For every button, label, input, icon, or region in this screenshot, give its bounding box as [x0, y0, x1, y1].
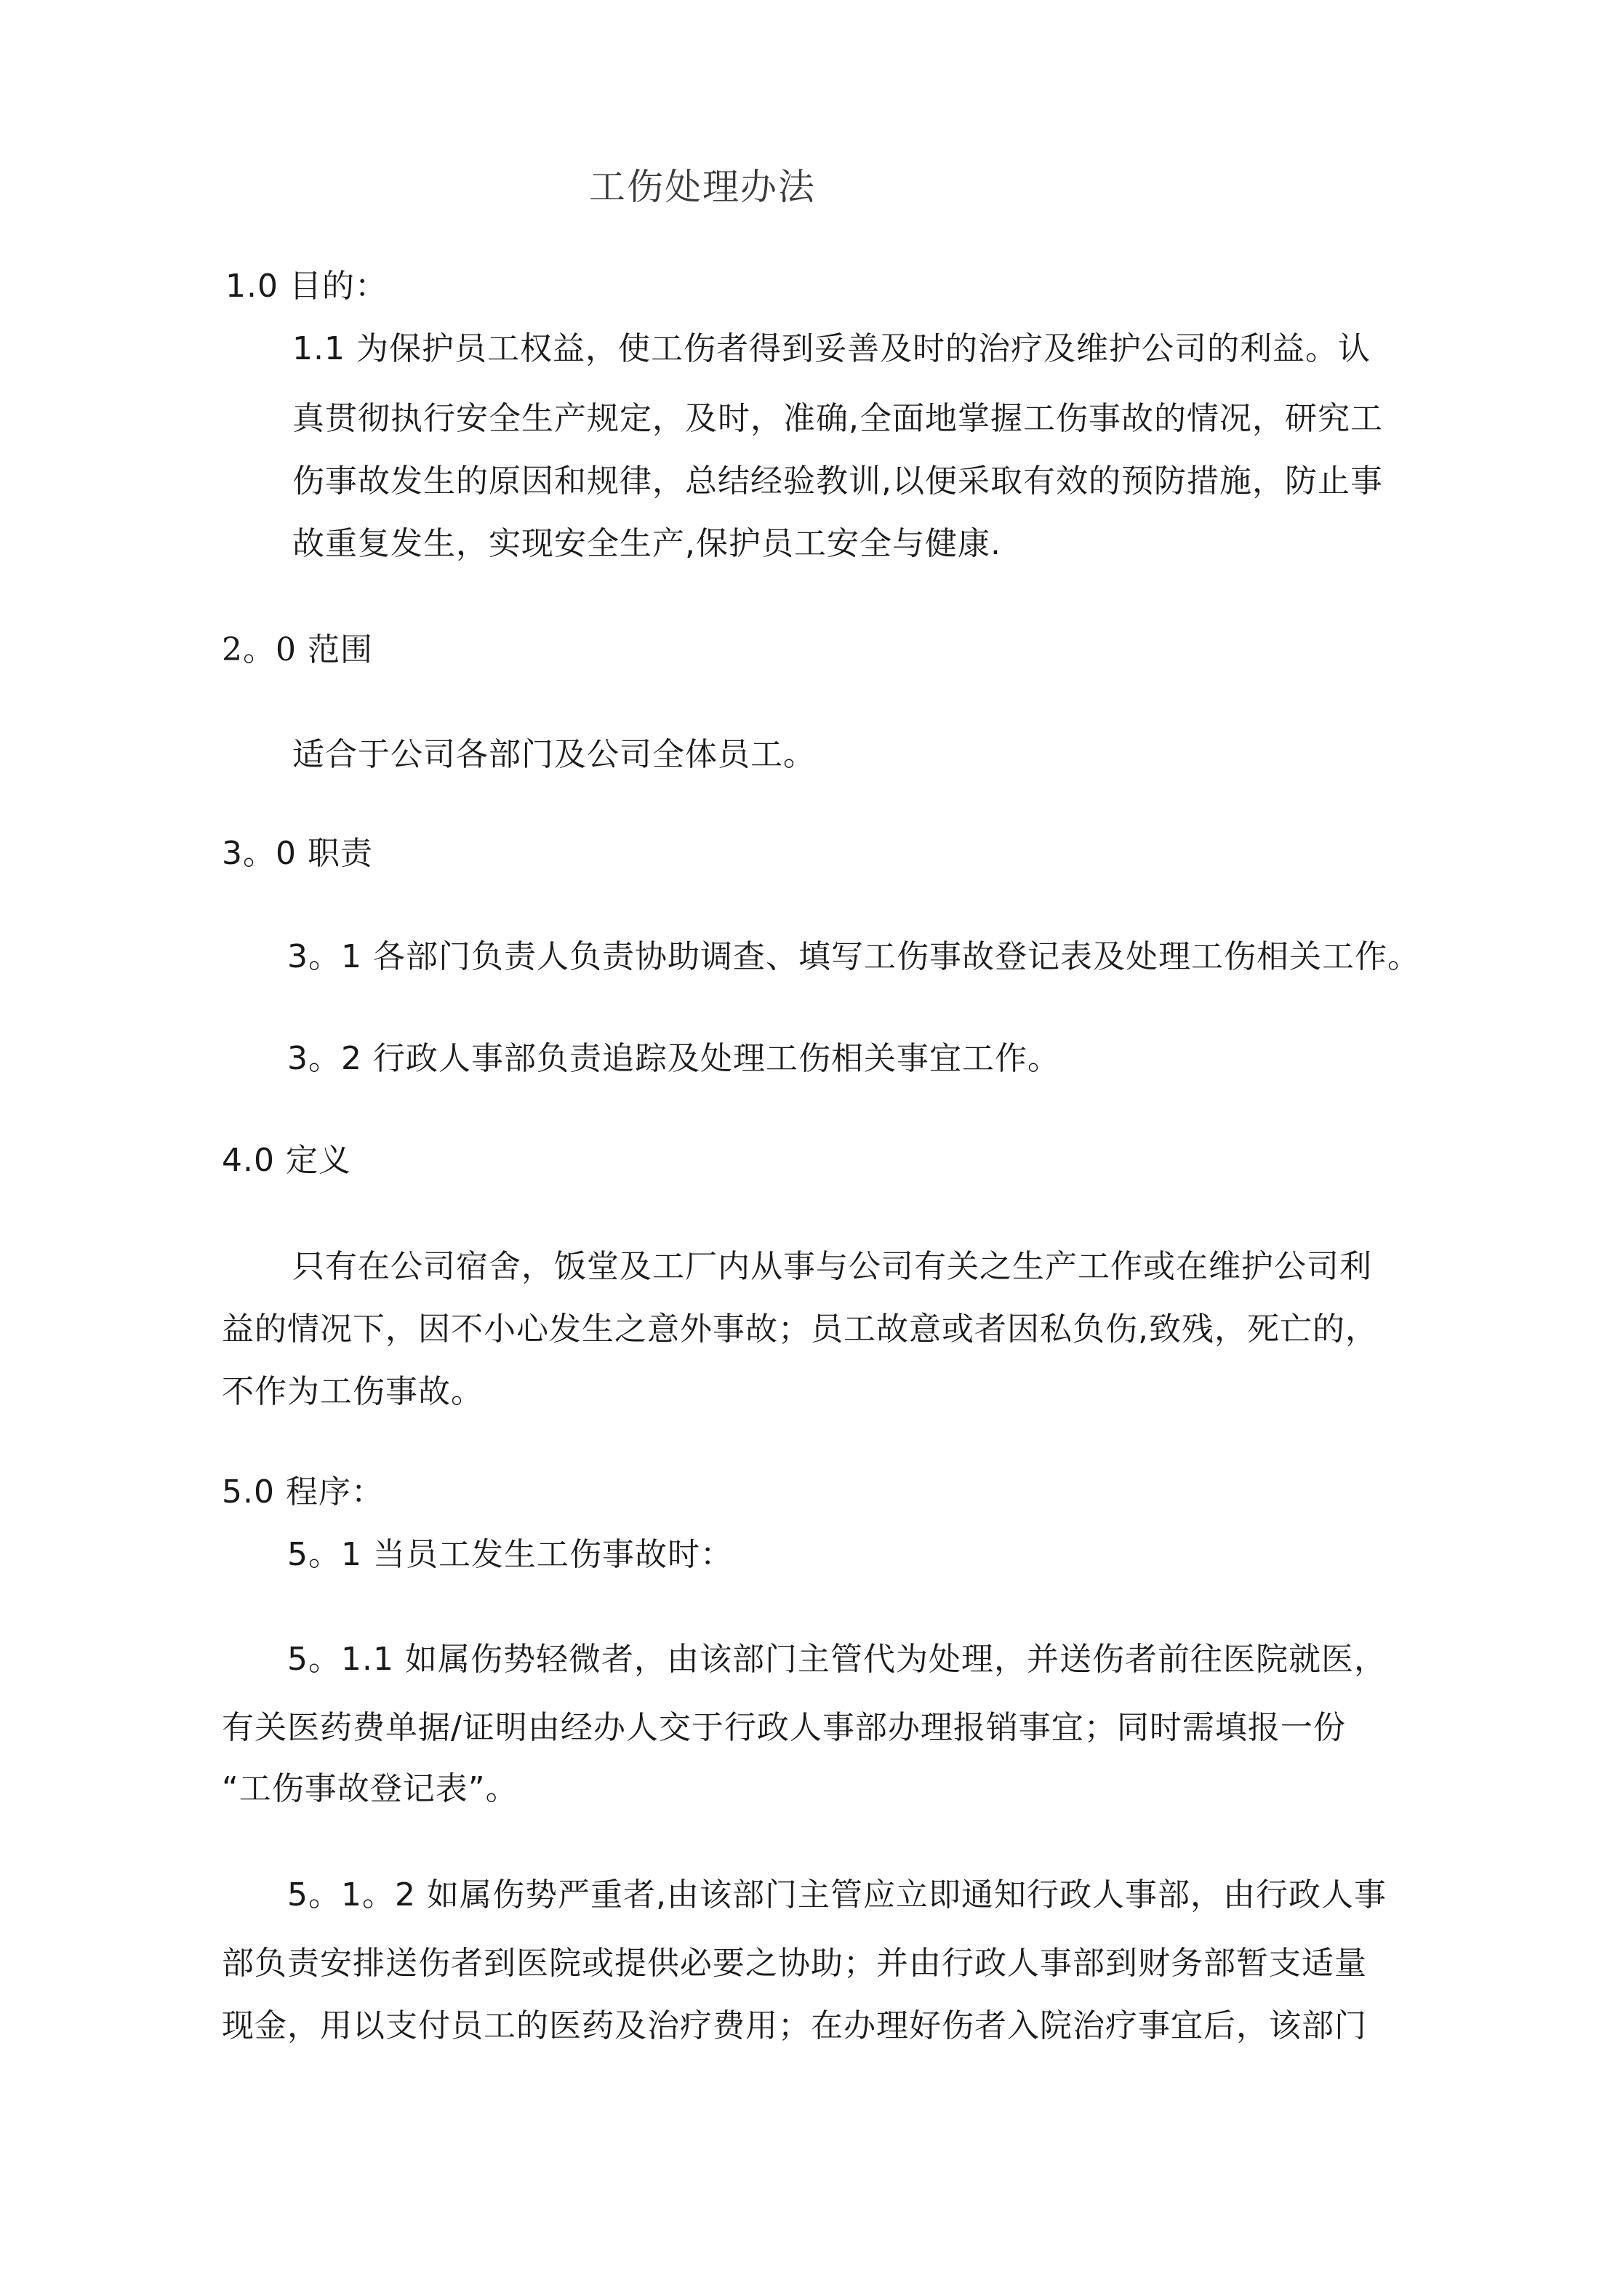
section-5-heading: 5.0 程序：	[222, 1473, 384, 1511]
section-5-1-heading: 5。1 当员工发生工伤事故时：	[287, 1536, 733, 1573]
section-3-heading: 3。0 职责	[222, 835, 373, 872]
section-1-heading: 1.0 目的：	[225, 268, 388, 305]
section-2-heading: 2。0 范围	[222, 631, 373, 668]
section-1-paragraph-line: 故重复发生，实现安全生产,保护员工安全与健康.	[292, 525, 1001, 562]
section-4-paragraph-line: 只有在公司宿舍，饭堂及工厂内从事与公司有关之生产工作或在维护公司利	[292, 1248, 1372, 1285]
section-5-1-2-line: 5。1。2 如属伤势严重者,由该部门主管应立即通知行政人事部，由行政人事	[287, 1876, 1387, 1913]
section-4-paragraph-line: 不作为工伤事故。	[222, 1373, 484, 1410]
section-1-paragraph-line: 伤事故发生的原因和规律，总结经验教训,以便采取有效的预防措施，防止事	[292, 463, 1383, 500]
document-title: 工伤处理办法	[589, 166, 816, 208]
section-5-1-1-line: 5。1.1 如属伤势轻微者，由该部门主管代为处理，并送伤者前往医院就医，	[287, 1641, 1387, 1678]
section-4-heading: 4.0 定义	[222, 1142, 351, 1179]
section-5-1-2-line: 部负责安排送伤者到医院或提供必要之协助；并由行政人事部到财务部暂支适量	[222, 1945, 1367, 1982]
section-5-1-1-line: “工伤事故登记表”。	[222, 1770, 518, 1807]
section-1-paragraph-line: 真贯彻执行安全生产规定，及时，准确,全面地掌握工伤事故的情况，研究工	[292, 400, 1383, 437]
section-2-paragraph: 适合于公司各部门及公司全体员工。	[292, 736, 816, 773]
section-5-1-1-line: 有关医药费单据/证明由经办人交于行政人事部办理报销事宜；同时需填报一份	[222, 1709, 1346, 1746]
section-1-paragraph-line: 1.1 为保护员工权益，使工伤者得到妥善及时的治疗及维护公司的利益。认	[292, 330, 1371, 367]
section-5-1-2-line: 现金，用以支付员工的医药及治疗费用；在办理好伤者入院治疗事宜后，该部门	[222, 2007, 1367, 2044]
section-4-paragraph-line: 益的情况下，因不小心发生之意外事故；员工故意或者因私负伤,致残，死亡的，	[222, 1311, 1378, 1348]
section-3-item: 3。1 各部门负责人负责协助调查、填写工伤事故登记表及处理工伤相关工作。	[287, 938, 1420, 975]
section-3-item: 3。2 行政人事部负责追踪及处理工伤相关事宜工作。	[287, 1040, 1060, 1077]
